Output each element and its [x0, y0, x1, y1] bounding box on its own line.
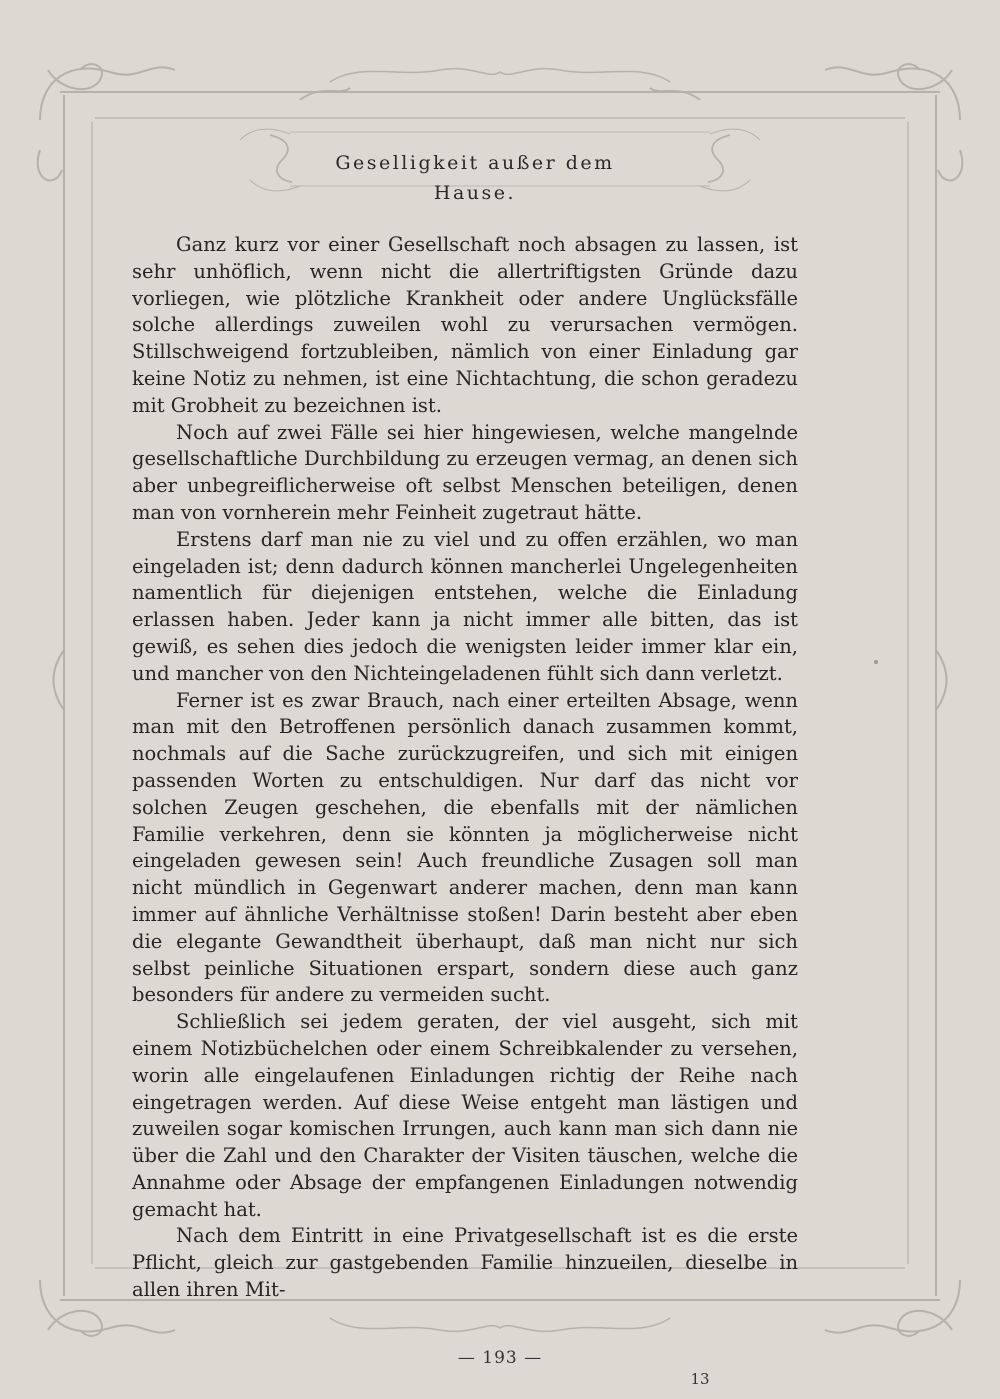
paragraph: Ganz kurz vor einer Gesellschaft noch absagen zu lassen, ist sehr unhöflich, wenn nicht die allertriftigsten Gründe dazu vorliegen, wie plötzliche Krankheit oder andere Unglücksfälle solche allerdings zuweilen wohl zu verursachen vermögen. Stillschweigend fortzubleiben, nämlich von einer Einladung gar keine Notiz zu nehmen, ist eine Nichtachtung, die schon geradezu mit Grobheit zu bezeichnen ist. — [132, 233, 798, 417]
body-text — [132, 232, 798, 1304]
paragraph: Schließlich sei jedem geraten, der viel ausgeht, sich mit einem Notizbüchelchen oder einem Schreibkalender zu versehen, worin alle eingelaufenen Einladungen richtig der Reihe nach eingetragen werden. Auf diese Weise entgeht man lästigen und zuweilen sogar komischen Irrungen, auch kann man sich dann nie über die Zahl und den Charakter der Visiten täuschen, welche die Annahme oder Absage der empfangenen Einladungen notwendig gemacht hat. — [132, 1010, 798, 1221]
paragraph: Nach dem Eintritt in eine Privatgesellschaft ist es die erste Pflicht, gleich zur gastgebenden Familie hinzueilen, dieselbe in allen ihren Mit- — [132, 1224, 798, 1302]
signature-mark: 13 — [690, 1370, 710, 1388]
page-number: — 193 — — [457, 1348, 543, 1368]
paragraph: Ferner ist es zwar Brauch, nach einer erteilten Absage, wenn man mit den Betroffenen persönlich danach zusammen kommt, nochmals auf die Sache zurückzugreifen, und sich mit einigen passenden Worten zu entschuldigen. Nur darf das nicht vor solchen Zeugen geschehen, die ebenfalls mit der nämlichen Familie verkehren, denn sie könnten ja möglicherweise nicht eingeladen gewesen sein! Auch freundliche Zusagen soll man nicht mündlich in Gegenwart anderer machen, denn man kann immer auf ähnliche Verhältnisse stoßen! Darin besteht aber eben die elegante Gewandtheit überhaupt, daß man nicht nur sich selbst peinliche Situationen erspart, sondern diese auch ganz besonders für andere zu vermeiden sucht. — [132, 688, 798, 1007]
paragraph: Erstens darf man nie zu viel und zu offen erzählen, wo man eingeladen ist; denn dadurch können mancherlei Ungelegenheiten namentlich für diejenigen entstehen, welche die Einladung erlassen haben. Jeder kann ja nicht immer alle bitten, das ist gewiß, es sehen dies jedoch die wenigsten leider immer klar ein, und mancher von den Nichteingeladenen fühlt sich dann verletzt. — [132, 527, 798, 685]
page-heading: Geselligkeit außer dem Hause. — [335, 152, 615, 204]
paragraph: Noch auf zwei Fälle sei hier hingewiesen, welche mangelnde gesellschaftliche Durchbildung zu erzeugen vermag, an denen sich aber unbegreiflicherweise oft selbst Menschen beteiligen, denen man von vornherein mehr Feinheit zugetraut hätte. — [132, 420, 798, 524]
